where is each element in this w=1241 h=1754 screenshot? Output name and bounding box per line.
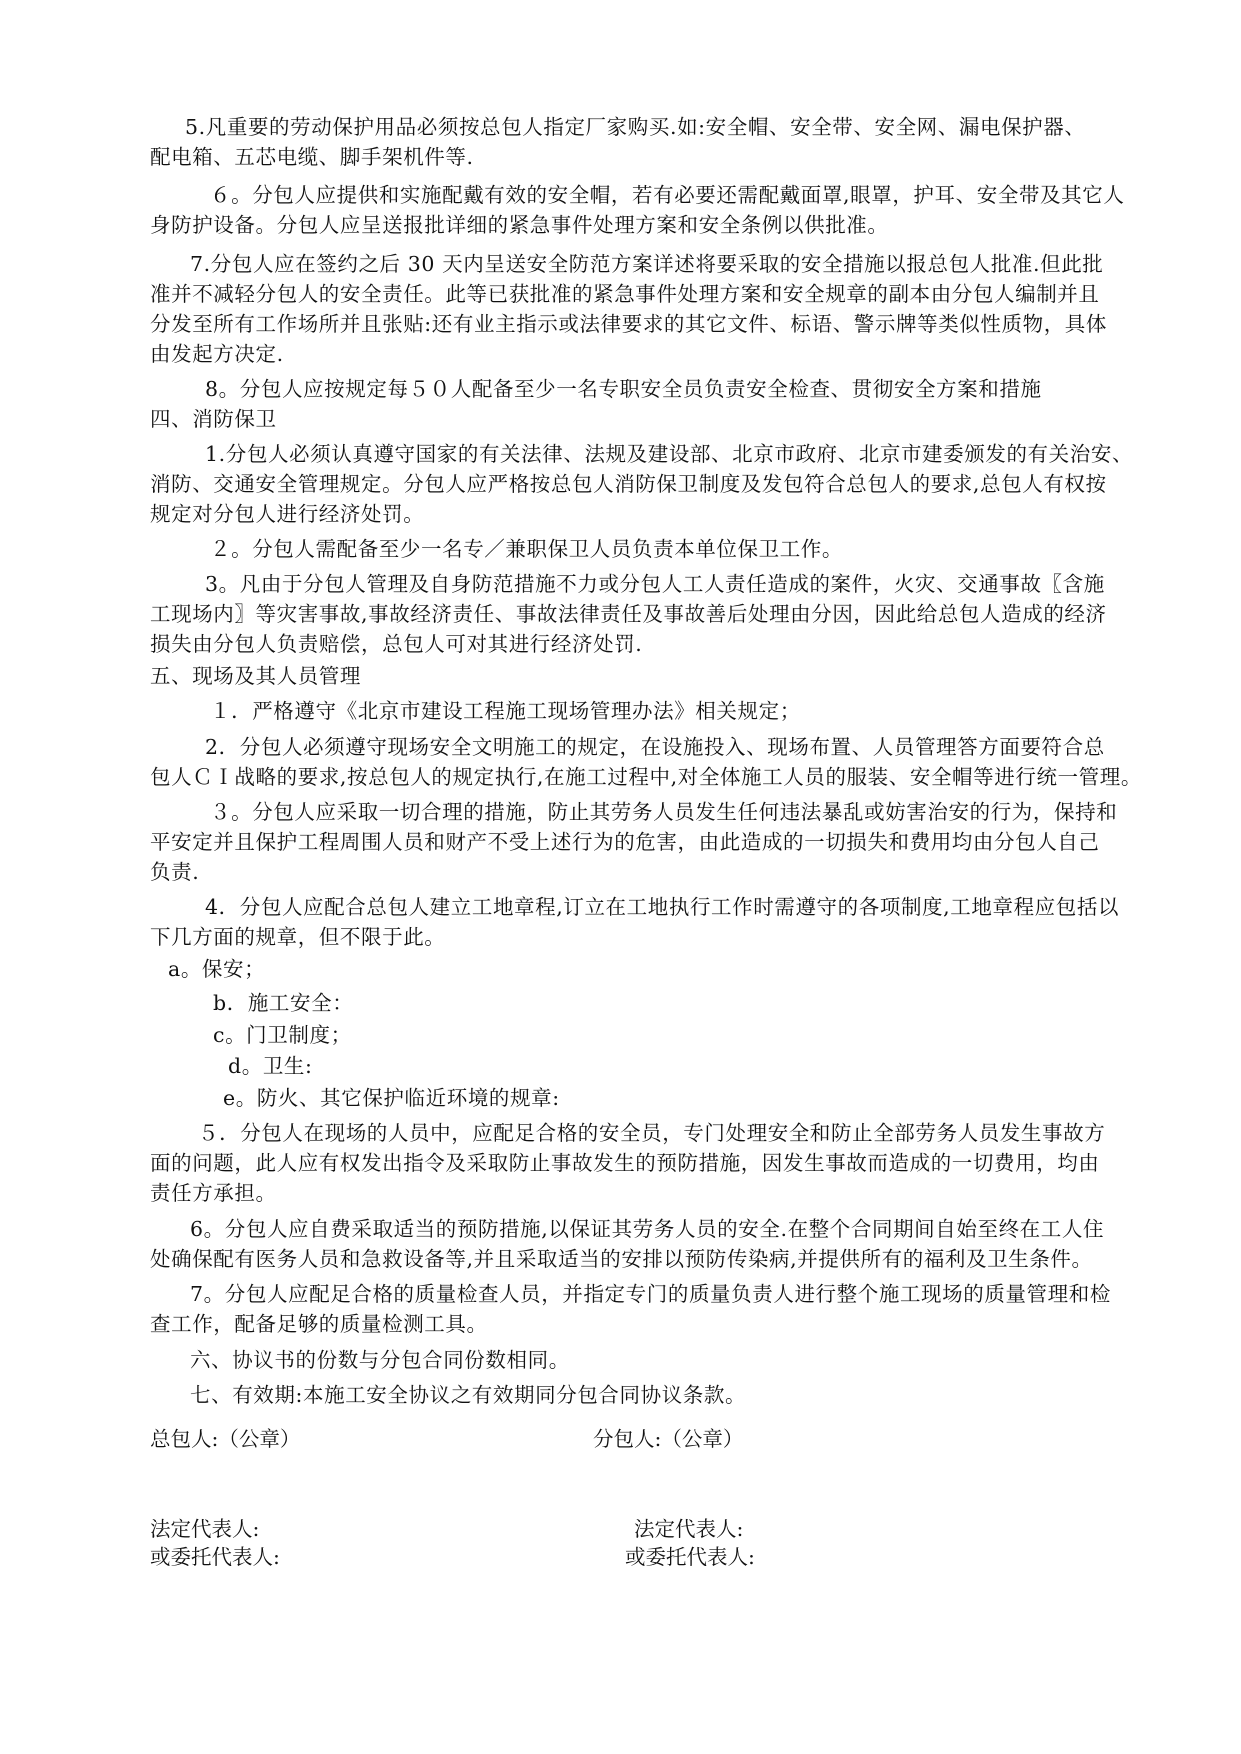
document-line: 责任方承担。: [150, 1181, 277, 1205]
document-line: 分发至所有工作场所并且张贴:还有业主指示或法律要求的其它文件、标语、警示牌等类似性质物，具体: [150, 312, 1108, 336]
legal-representative-right-label: 法定代表人:: [634, 1517, 744, 1541]
document-line: 准并不减轻分包人的安全责任。此等已获批准的紧急事件处理方案和安全规章的副本由分包人编制并且: [150, 282, 1100, 306]
document-line: 4．分包人应配合总包人建立工地章程,订立在工地执行工作时需遵守的各项制度,工地章程应包括以: [205, 895, 1120, 919]
document-line: e。防火、其它保护临近环境的规章:: [223, 1086, 560, 1110]
document-line: 消防、交通安全管理规定。分包人应严格按总包人消防保卫制度及发包符合总包人的要求,总包人有权按: [150, 472, 1107, 496]
document-line: 3。凡由于分包人管理及自身防范措施不力或分包人工人责任造成的案件，火灾、交通事故〖含施: [205, 572, 1105, 596]
document-line: 7。分包人应配足合格的质量检查人员，并指定专门的质量负责人进行整个施工现场的质量管理和检: [190, 1282, 1111, 1306]
document-line: 负责.: [150, 860, 200, 884]
document-line: 查工作，配备足够的质量检测工具。: [150, 1312, 488, 1336]
document-line: ２。分包人需配备至少一名专／兼职保卫人员负责本单位保卫工作。: [210, 537, 843, 561]
legal-representative-left-label: 法定代表人:: [150, 1517, 260, 1541]
general-contractor-seal-label: 总包人:（公章）: [150, 1427, 301, 1451]
document-line: 处确保配有医务人员和急救设备等,并且采取适当的安排以预防传染病,并提供所有的福利及卫生条件。: [150, 1247, 1093, 1271]
proxy-representative-right-label: 或委托代表人:: [625, 1545, 755, 1569]
document-line: ３。分包人应采取一切合理的措施，防止其劳务人员发生任何违法暴乱或妨害治安的行为，保持和: [210, 800, 1118, 824]
document-line: 由发起方决定.: [150, 342, 284, 366]
document-line: 7.分包人应在签约之后 30 天内呈送安全防范方案详述将要采取的安全措施以报总包人批准.但此批: [190, 252, 1104, 276]
document-line: 1.分包人必须认真遵守国家的有关法律、法规及建设部、北京市政府、北京市建委颁发的有关治安、: [205, 442, 1134, 466]
document-line: 损失由分包人负责赔偿，总包人可对其进行经济处罚.: [150, 632, 643, 656]
document-line: d。卫生:: [228, 1054, 313, 1078]
document-line: 包人ＣＩ战略的要求,按总包人的规定执行,在施工过程中,对全体施工人员的服装、安全帽等进行统一管理。: [150, 765, 1142, 789]
document-line: 六、协议书的份数与分包合同份数相同。: [190, 1348, 570, 1372]
document-line: 规定对分包人进行经济处罚。: [150, 502, 425, 526]
subcontractor-seal-label: 分包人:（公章）: [593, 1427, 744, 1451]
document-line: 面的问题，此人应有权发出指令及采取防止事故发生的预防措施，因发生事故而造成的一切费用，均由: [150, 1151, 1100, 1175]
document-line: 五、现场及其人员管理: [150, 664, 361, 688]
document-line: 平安定并且保护工程周围人员和财产不受上述行为的危害，由此造成的一切损失和费用均由分包人自己: [150, 830, 1100, 854]
document-line: ６。分包人应提供和实施配戴有效的安全帽，若有必要还需配戴面罩,眼罩，护耳、安全带及其它人: [210, 183, 1125, 207]
proxy-representative-left-label: 或委托代表人:: [150, 1545, 280, 1569]
document-line: 身防护设备。分包人应呈送报批详细的紧急事件处理方案和安全条例以供批准。: [150, 213, 889, 237]
document-line: c。门卫制度；: [213, 1023, 352, 1047]
document-line: a。保安；: [168, 957, 266, 981]
document-line: 四、消防保卫: [150, 407, 277, 431]
document-line: 工现场内〗等灾害事故,事故经济责任、事故法律责任及事故善后处理由分因，因此给总包人造成的经济: [150, 602, 1107, 626]
document-line: 8。分包人应按规定每５０人配备至少一名专职安全员负责安全检查、贯彻安全方案和措施: [205, 377, 1042, 401]
document-line: 七、有效期:本施工安全协议之有效期同分包合同协议条款。: [190, 1383, 747, 1407]
document-line: １．严格遵守《北京市建设工程施工现场管理办法》相关规定；: [210, 699, 801, 723]
document-line: 配电箱、五芯电缆、脚手架机件等.: [150, 145, 474, 169]
document-line: b．施工安全：: [213, 991, 354, 1015]
document-line: 2．分包人必须遵守现场安全文明施工的规定，在设施投入、现场布置、人员管理答方面要符合总: [205, 735, 1105, 759]
document-line: 下几方面的规章，但不限于此。: [150, 925, 446, 949]
document-line: 6。分包人应自费采取适当的预防措施,以保证其劳务人员的安全.在整个合同期间自始至终在工人住: [190, 1217, 1105, 1241]
document-line: ５．分包人在现场的人员中，应配足合格的安全员，专门处理安全和防止全部劳务人员发生事故方: [198, 1121, 1106, 1145]
document-line: 5.凡重要的劳动保护用品必须按总包人指定厂家购买.如:安全帽、安全带、安全网、漏电保护器、: [185, 115, 1086, 139]
